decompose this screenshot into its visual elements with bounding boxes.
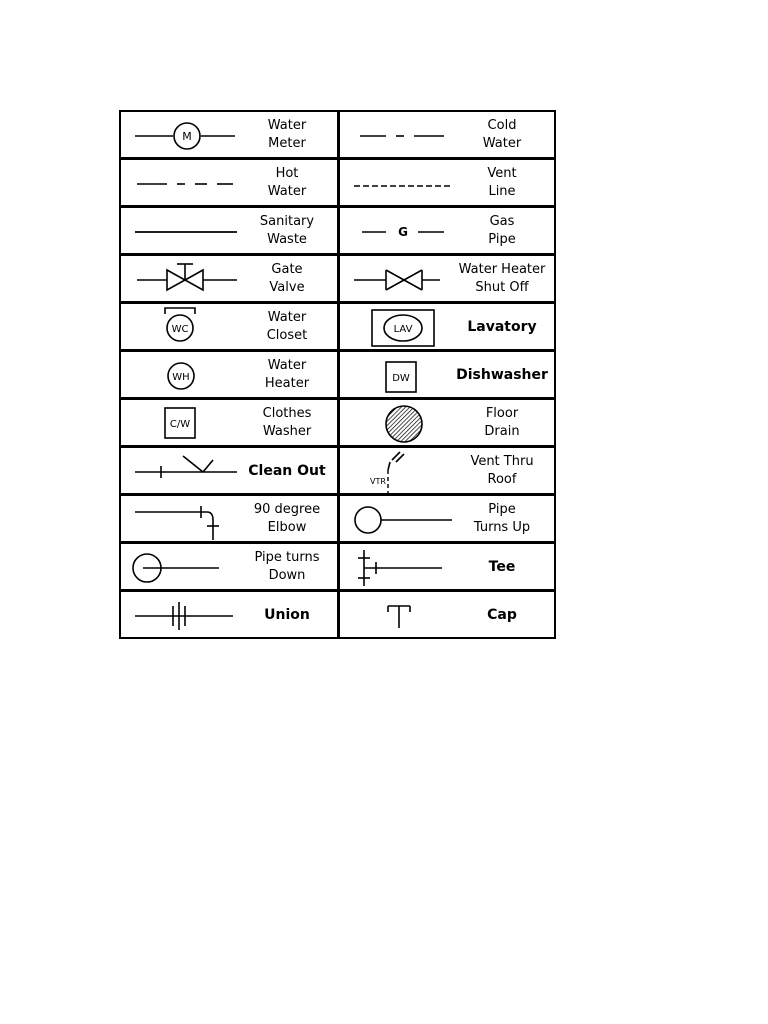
label-line: Roof	[487, 471, 517, 487]
water-meter-symbol-icon	[121, 112, 239, 157]
hot-water-label	[239, 160, 335, 205]
lavatory-symbol-icon	[340, 304, 452, 349]
label-line: Cap	[487, 606, 517, 623]
legend-cell-union	[119, 590, 339, 639]
water-closet-symbol-icon	[121, 304, 239, 349]
legend-cell-dishwasher	[338, 350, 556, 399]
legend-cell-water-heater	[119, 350, 339, 399]
legend-cell-hot-water	[119, 158, 339, 207]
label-line: Water Heater	[458, 261, 546, 277]
legend-cell-gate-valve	[119, 254, 339, 303]
legend-cell-clean-out	[119, 446, 339, 495]
legend-cell-cap	[338, 590, 556, 639]
union-label	[239, 592, 335, 637]
lavatory-label	[452, 304, 552, 349]
legend-cell-cold-water	[338, 110, 556, 159]
label-line: Floor	[485, 405, 519, 421]
tee-label	[452, 544, 552, 589]
symbol-letter: M	[182, 130, 192, 143]
label-line: Turns Up	[473, 519, 531, 535]
label-line: Gate	[271, 261, 303, 277]
label-line: Line	[488, 183, 516, 199]
label-line: Union	[264, 606, 310, 623]
label-line: Vent Thru	[470, 453, 534, 469]
water-heater-label	[239, 352, 335, 397]
label-line: Lavatory	[467, 318, 537, 335]
label-line: Water	[267, 117, 307, 133]
symbol-letter: VTR	[370, 477, 386, 486]
floor-drain-label	[452, 400, 552, 445]
legend-cell-vent-thru-roof	[338, 446, 556, 495]
label-line: Pipe	[488, 231, 516, 247]
water-heater-shut-off-label	[452, 256, 552, 301]
cold-water-symbol-icon	[340, 112, 452, 157]
label-line: Water	[267, 357, 307, 373]
symbol-letter: WH	[172, 372, 190, 383]
clean-out-symbol-icon	[121, 448, 239, 493]
90-degree-elbow-label	[239, 496, 335, 541]
cap-label	[452, 592, 552, 637]
pipe-turns-up-label	[452, 496, 552, 541]
label-line: Pipe turns	[254, 549, 320, 565]
plumbing-symbols-legend	[119, 110, 556, 639]
union-symbol-icon	[121, 592, 239, 637]
legend-cell-water-heater-shut-off	[338, 254, 556, 303]
label-line: Tee	[488, 558, 516, 575]
label-line: 90 degree	[253, 501, 321, 517]
label-line: Waste	[267, 231, 307, 247]
legend-cell-tee	[338, 542, 556, 591]
symbol-letter: DW	[392, 373, 410, 384]
symbol-letter: WC	[171, 324, 189, 335]
legend-cell-gas-pipe	[338, 206, 556, 255]
cold-water-label	[452, 112, 552, 157]
legend-cell-pipe-turns-down	[119, 542, 339, 591]
clothes-washer-label	[239, 400, 335, 445]
label-line: Clothes	[262, 405, 312, 421]
label-line: Drain	[484, 423, 520, 439]
floor-drain-symbol-icon	[340, 400, 452, 445]
label-line: Heater	[264, 375, 310, 391]
legend-cell-water-closet	[119, 302, 339, 351]
label-line: Valve	[269, 279, 305, 295]
label-line: Pipe	[488, 501, 516, 517]
dishwasher-label	[452, 352, 552, 397]
legend-cell-pipe-turns-up	[338, 494, 556, 543]
hot-water-symbol-icon	[121, 160, 239, 205]
dishwasher-symbol-icon	[340, 352, 452, 397]
legend-cell-clothes-washer	[119, 398, 339, 447]
label-line: Clean Out	[248, 462, 326, 479]
cap-symbol-icon	[340, 592, 452, 637]
gas-pipe-label	[452, 208, 552, 253]
clothes-washer-symbol-icon	[121, 400, 239, 445]
vent-line-symbol-icon	[340, 160, 452, 205]
90-degree-elbow-symbol-icon	[121, 496, 239, 541]
label-line: Cold	[487, 117, 517, 133]
vent-thru-roof-symbol-icon	[340, 448, 452, 493]
label-line: Washer	[262, 423, 312, 439]
label-line: Sanitary	[259, 213, 315, 229]
sanitary-waste-symbol-icon	[121, 208, 239, 253]
legend-cell-water-meter	[119, 110, 339, 159]
water-heater-symbol-icon	[121, 352, 239, 397]
water-meter-label	[239, 112, 335, 157]
symbol-letter: G	[398, 225, 408, 239]
symbol-letter: C/W	[169, 419, 191, 430]
clean-out-label	[239, 448, 335, 493]
legend-cell-vent-line	[338, 158, 556, 207]
label-line: Hot	[275, 165, 299, 181]
water-heater-shut-off-symbol-icon	[340, 256, 452, 301]
gas-pipe-symbol-icon	[340, 208, 452, 253]
label-line: Water	[482, 135, 522, 151]
legend-cell-lavatory	[338, 302, 556, 351]
legend-cell-90-degree-elbow	[119, 494, 339, 543]
water-closet-label	[239, 304, 335, 349]
label-line: Water	[267, 309, 307, 325]
symbol-letter: LAV	[393, 324, 413, 335]
legend-cell-floor-drain	[338, 398, 556, 447]
label-line: Elbow	[267, 519, 307, 535]
pipe-turns-down-label	[239, 544, 335, 589]
sanitary-waste-label	[239, 208, 335, 253]
label-line: Dishwasher	[456, 366, 548, 383]
label-line: Gas	[489, 213, 515, 229]
label-line: Water	[267, 183, 307, 199]
gate-valve-label	[239, 256, 335, 301]
label-line: Meter	[268, 135, 306, 151]
label-line: Down	[268, 567, 306, 583]
legend-cell-sanitary-waste	[119, 206, 339, 255]
label-line: Shut Off	[475, 279, 529, 295]
label-line: Vent	[487, 165, 517, 181]
tee-symbol-icon	[340, 544, 452, 589]
gate-valve-symbol-icon	[121, 256, 239, 301]
pipe-turns-down-symbol-icon	[121, 544, 239, 589]
pipe-turns-up-symbol-icon	[340, 496, 452, 541]
label-line: Closet	[266, 327, 308, 343]
vent-thru-roof-label	[452, 448, 552, 493]
vent-line-label	[452, 160, 552, 205]
